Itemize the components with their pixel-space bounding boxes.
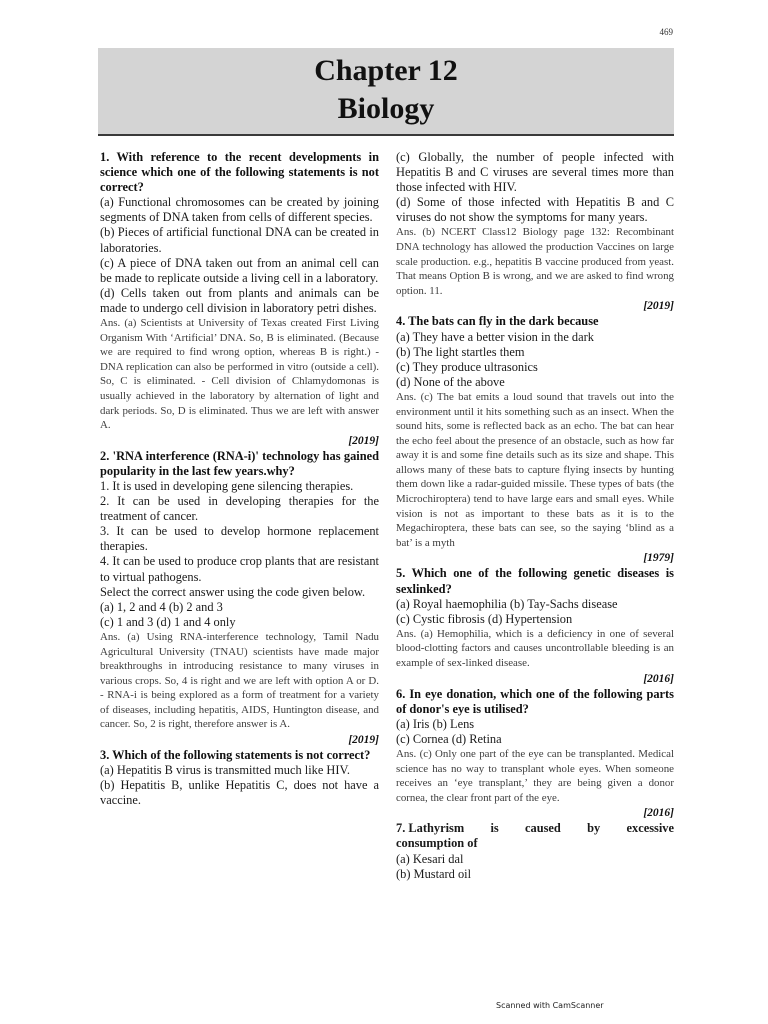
question-4-option-c: (c) They produce ultrasonics — [396, 359, 538, 374]
question-7-title — [396, 821, 674, 836]
question-7-word-4: by — [587, 821, 601, 836]
subject-title: Biology — [337, 92, 435, 125]
question-2-options-1: (a) 1, 2 and 4 (b) 2 and 3 — [100, 599, 223, 614]
question-2-statement-2: 2. It can be used in developing therapies for the treatment of cancer. — [100, 494, 379, 524]
question-7-option-b: (b) Mustard oil — [396, 866, 472, 881]
question-2-statement-1: 1. It is used in developing gene silencing therapies. — [100, 478, 354, 493]
scanner-watermark: Scanned with CamScanner — [496, 1001, 604, 1010]
question-1-option-d: (d) Cells taken out from plants and animals can be made to undergo cell division in laboratory petri dishes. — [100, 285, 379, 315]
question-7-word-5: excessive — [626, 821, 674, 836]
question-6-answer: Ans. (c) Only one part of the eye can be transplanted. Medical science has no way to transplant whole eyes. When someone receives an ‘eye transplant,’ they are being given a donor cornea, the clear front part of the eye. — [396, 747, 674, 804]
question-1-option-c: (c) A piece of DNA taken out from an animal cell can be made to replicate outside a living cell in a laboratory. — [100, 255, 379, 285]
question-3-option-b: (b) Hepatitis B, unlike Hepatitis C, does not have a vaccine. — [100, 778, 379, 808]
question-5-answer: Ans. (a) Hemophilia, which is a deficiency in one of several blood-clotting factors and causes uncontrollable bleeding is an example of sex-linked disease. — [396, 627, 674, 669]
question-2-answer: Ans. (a) Using RNA-interference technology, Tamil Nadu Agricultural University (TNAU) scientists have made major breakthroughs in introducing resistance to many viruses in various crops. So, 4 is right and we are left with option A or D. - RNA-i is being explored as a form of treatment for a variety of diseases, including hepatitis, AIDS, Huntington disease, and cancer. So, 2 is right, therefore answer is A. — [100, 630, 379, 731]
chapter-title: Chapter 12 — [314, 54, 458, 87]
question-3-option-d: (d) Some of those infected with Hepatitis B and C viruses do not show the symptoms for many years. — [396, 195, 674, 225]
question-6-year: [2016] — [643, 807, 674, 820]
question-5-year: [2016] — [643, 672, 674, 685]
question-1-answer: Ans. (a) Scientists at University of Texas created First Living Organism With ‘Artificial’ DNA. So, B is eliminated. (Because we are required to find wrong option, whereas B is right.) - DNA replication can also be performed in vitro (outside a cell). So, C is eliminated. - Cell division of Chlamydomonas is usually achieved in the laboratory by alternation of light and dark periods. So, D is eliminated. Thus we are left with answer A. — [100, 317, 379, 432]
page-number: 469 — [659, 27, 673, 37]
question-2-instruction: Select the correct answer using the code given below. — [100, 584, 366, 599]
question-3-answer: Ans. (b) NCERT Class12 Biology page 132: Recombinant DNA technology has allowed the production Vaccines on large scale production. e.g., hepatitis B vaccine produced from yeast. That means Option B is wrong, and we are asked to find wrong option. 11. — [396, 226, 674, 297]
question-1-title: 1. With reference to the recent developments in science which one of the following statements is not correct? — [100, 150, 379, 195]
question-2-title: 2. 'RNA interference (RNA-i)' technology has gained popularity in the last few years.why? — [100, 448, 379, 478]
question-4-title: 4. The bats can fly in the dark because — [396, 314, 599, 329]
question-7-word-2: is — [490, 821, 499, 836]
question-4-option-b: (b) The light startles them — [396, 344, 525, 359]
question-1-option-a: (a) Functional chromosomes can be created by joining segments of DNA taken from cells of different species. — [100, 195, 379, 225]
question-4-option-a: (a) They have a better vision in the dark — [396, 329, 594, 344]
question-7-word-3: caused — [525, 821, 561, 836]
question-5-options-2: (c) Cystic fibrosis (d) Hypertension — [396, 611, 573, 626]
question-1-year: [2019] — [348, 434, 379, 447]
question-2-statement-4: 4. It can be used to produce crop plants that are resistant to virtual pathogens. — [100, 554, 379, 584]
question-7-title-line-2: consumption of — [396, 836, 478, 851]
question-5-title: 5. Which one of the following genetic diseases is sexlinked? — [396, 566, 674, 596]
question-3-title: 3. Which of the following statements is not correct? — [100, 748, 371, 763]
left-column — [100, 150, 379, 808]
question-5-options-1: (a) Royal haemophilia (b) Tay-Sachs disease — [396, 596, 618, 611]
question-2-options-2: (c) 1 and 3 (d) 1 and 4 only — [100, 614, 236, 629]
question-6-options-2: (c) Cornea (d) Retina — [396, 731, 502, 746]
question-4-option-d: (d) None of the above — [396, 374, 505, 389]
question-3-year: [2019] — [643, 300, 674, 313]
question-7-word-1: 7. Lathyrism — [396, 821, 465, 836]
question-1-option-b: (b) Pieces of artificial functional DNA can be created in laboratories. — [100, 225, 379, 255]
question-6-options-1: (a) Iris (b) Lens — [396, 716, 475, 731]
chapter-header — [98, 48, 674, 136]
question-6-title: 6. In eye donation, which one of the following parts of donor's eye is utilised? — [396, 686, 674, 716]
question-4-year: [1979] — [643, 552, 674, 565]
question-7-option-a: (a) Kesari dal — [396, 851, 464, 866]
question-4-answer: Ans. (c) The bat emits a loud sound that travels out into the environment until it hits something such as an insect. When the sound hits, some is reflected back as an echo. The bat can hear the echo feel about the presence of an obstacle, such as how far away it is and some fine details such as its size and shape. This allows many of these bats to capture flying insects by hunting them down like a radar-guided missile. These types of bats (the Microchiroptera) tend to have large ears and small eyes. While vision is not as important to these bats as it is to the Megachiroptera, these bats can see, so the saying ‘blind as a bat’ is a myth — [396, 390, 674, 549]
question-2-year: [2019] — [348, 734, 379, 747]
question-2-statement-3: 3. It can be used to develop hormone replacement therapies. — [100, 524, 379, 554]
question-3-option-a: (a) Hepatitis B virus is transmitted much like HIV. — [100, 763, 350, 778]
right-column — [396, 150, 674, 882]
question-3-option-c: (c) Globally, the number of people infected with Hepatitis B and C viruses are several times more than those infected with HIV. — [396, 150, 674, 195]
